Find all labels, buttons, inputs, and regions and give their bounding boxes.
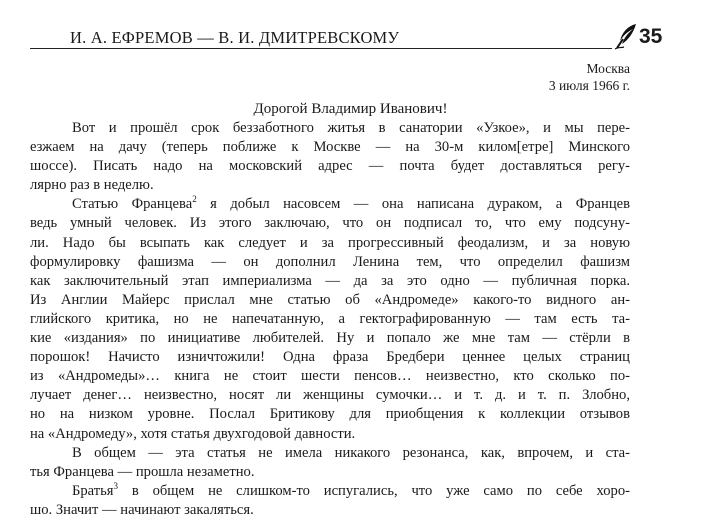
text-line: ведь умный человек. Из этого заключаю, что он подписал то, что ему подсуну- [30,215,630,232]
text-segment: я добыл насовсем — она написана дураком, а Францев [210,196,630,213]
text-line: Вот и прошёл срок беззаботного житья в санатории «Узкое», и мы пере- [72,120,630,136]
text-segment: в общем не слишком-то испугались, что уже само по себе хоро- [131,482,630,499]
letter-body [30,119,630,520]
text-line: Из Англии Майерс прислал мне статью об «Андромеде» какого-то видного ан- [30,291,630,308]
letter-date: 3 июля 1966 г. [548,78,630,93]
text-line: тья Францева — прошла незаметно. [30,463,255,480]
text-line: В общем — эта статья не имела никакого резонанса, как, впрочем, и ста- [72,444,630,461]
text-segment: Братья [72,482,114,499]
footnote-mark: 3 [113,480,119,491]
text-line: но на низком уровне. Послал Бритикову для приобщения к коллекции отзывов [30,406,630,423]
text-line: кие «издания» по инициативе любителей. Ну и попало же мне там — стёрли в [30,330,630,347]
text-segment: Статью Францева [72,196,193,213]
running-header [30,24,670,54]
text-line: шоссе). Писать надо на московский адрес — почта будет доставляться регу- [30,158,630,175]
text-line: формулировку фашизма — он дополнил Ленина тем, что определил фашизм [30,253,630,270]
letter-greeting: Дорогой Владимир Иванович! [253,101,448,117]
text-line: как заключительный этап империализма — да за это одно — публичная порка. [30,272,630,289]
text-line [30,195,630,214]
text-line: лярно раз в неделю. [30,177,154,194]
text-line: глийского критика, но не напечатанную, а гектографированную — там есть та- [30,310,630,327]
header-rule [30,48,612,49]
quill-icon [614,22,640,50]
letter-place-date [549,60,630,94]
running-header-title: И. А. ЕФРЕМОВ — В. И. ДМИТРЕВСКОМУ [70,28,400,47]
text-line: езжаем на дачу (теперь поближе к Москве — на 30-м килом[етре] Минского [30,139,630,156]
text-line: лучает денег… неизвестно, носят ли женщины сумочки… и т. д. и т. п. Злобно, [30,387,630,404]
footnote-mark: 2 [192,194,197,205]
text-line [30,482,630,501]
letter-place: Москва [586,61,630,76]
page-number: 35 [639,25,663,48]
text-line: на «Андромеду», хотя статья двухгодовой давности. [30,425,356,442]
text-line: из «Андромеды»… книга не стоит шести пенсов… неизвестно, кто сколько по- [30,368,630,385]
text-line: порошок! Начисто изничтожили! Одна фраза Бредбери ценнее целых страниц [30,349,630,366]
text-line: шо. Значит — начинают закаляться. [30,501,254,518]
text-line: ли. Надо бы всыпать как следует и за прогрессивный феодализм, и за новую [30,234,630,251]
